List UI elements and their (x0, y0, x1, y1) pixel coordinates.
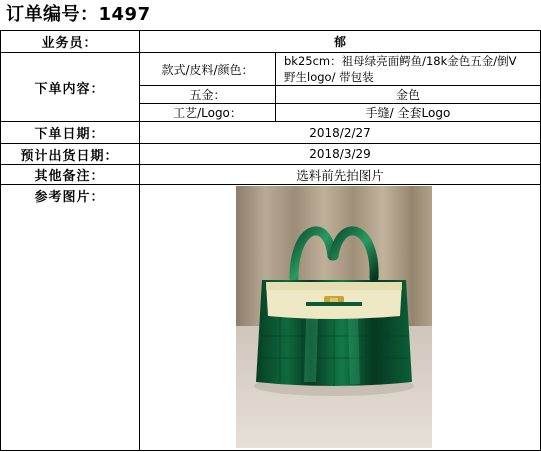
label-order-date: 下单日期： (34, 127, 105, 142)
label-other-notes: 其他备注： (34, 169, 105, 184)
bag-photo-svg (236, 186, 432, 448)
label-est-ship-date: 预计出货日期： (20, 148, 119, 164)
sublabel-hardware: 五金： (189, 88, 226, 102)
value-style-line1: bk25cm：祖母绿亮面鳄鱼/18k金色五金/倒V (284, 54, 517, 68)
value-hardware: 金色 (395, 88, 420, 102)
order-title: 订单编号：1497 (6, 4, 151, 25)
value-salesperson: 郁 (333, 35, 346, 49)
value-est-ship-date: 2018/3/29 (309, 147, 371, 161)
label-reference-image: 参考图片： (34, 189, 105, 205)
label-order-content: 下单内容： (34, 81, 105, 97)
rule-sheet-bottom (0, 450, 541, 451)
value-order-date: 2018/2/27 (309, 125, 371, 140)
value-style-line2: 野生logo/ 带包装 (284, 70, 374, 84)
sublabel-craft: 工艺/Logo： (173, 106, 242, 120)
value-style (276, 53, 540, 85)
label-salesperson: 业务员： (41, 36, 98, 51)
sublabel-style: 款式/皮料/颜色： (161, 62, 254, 77)
bag-photo (236, 186, 432, 448)
value-craft: 手缝/ 全套Logo (365, 106, 451, 120)
value-other-notes: 选料前先拍图片 (296, 167, 384, 183)
